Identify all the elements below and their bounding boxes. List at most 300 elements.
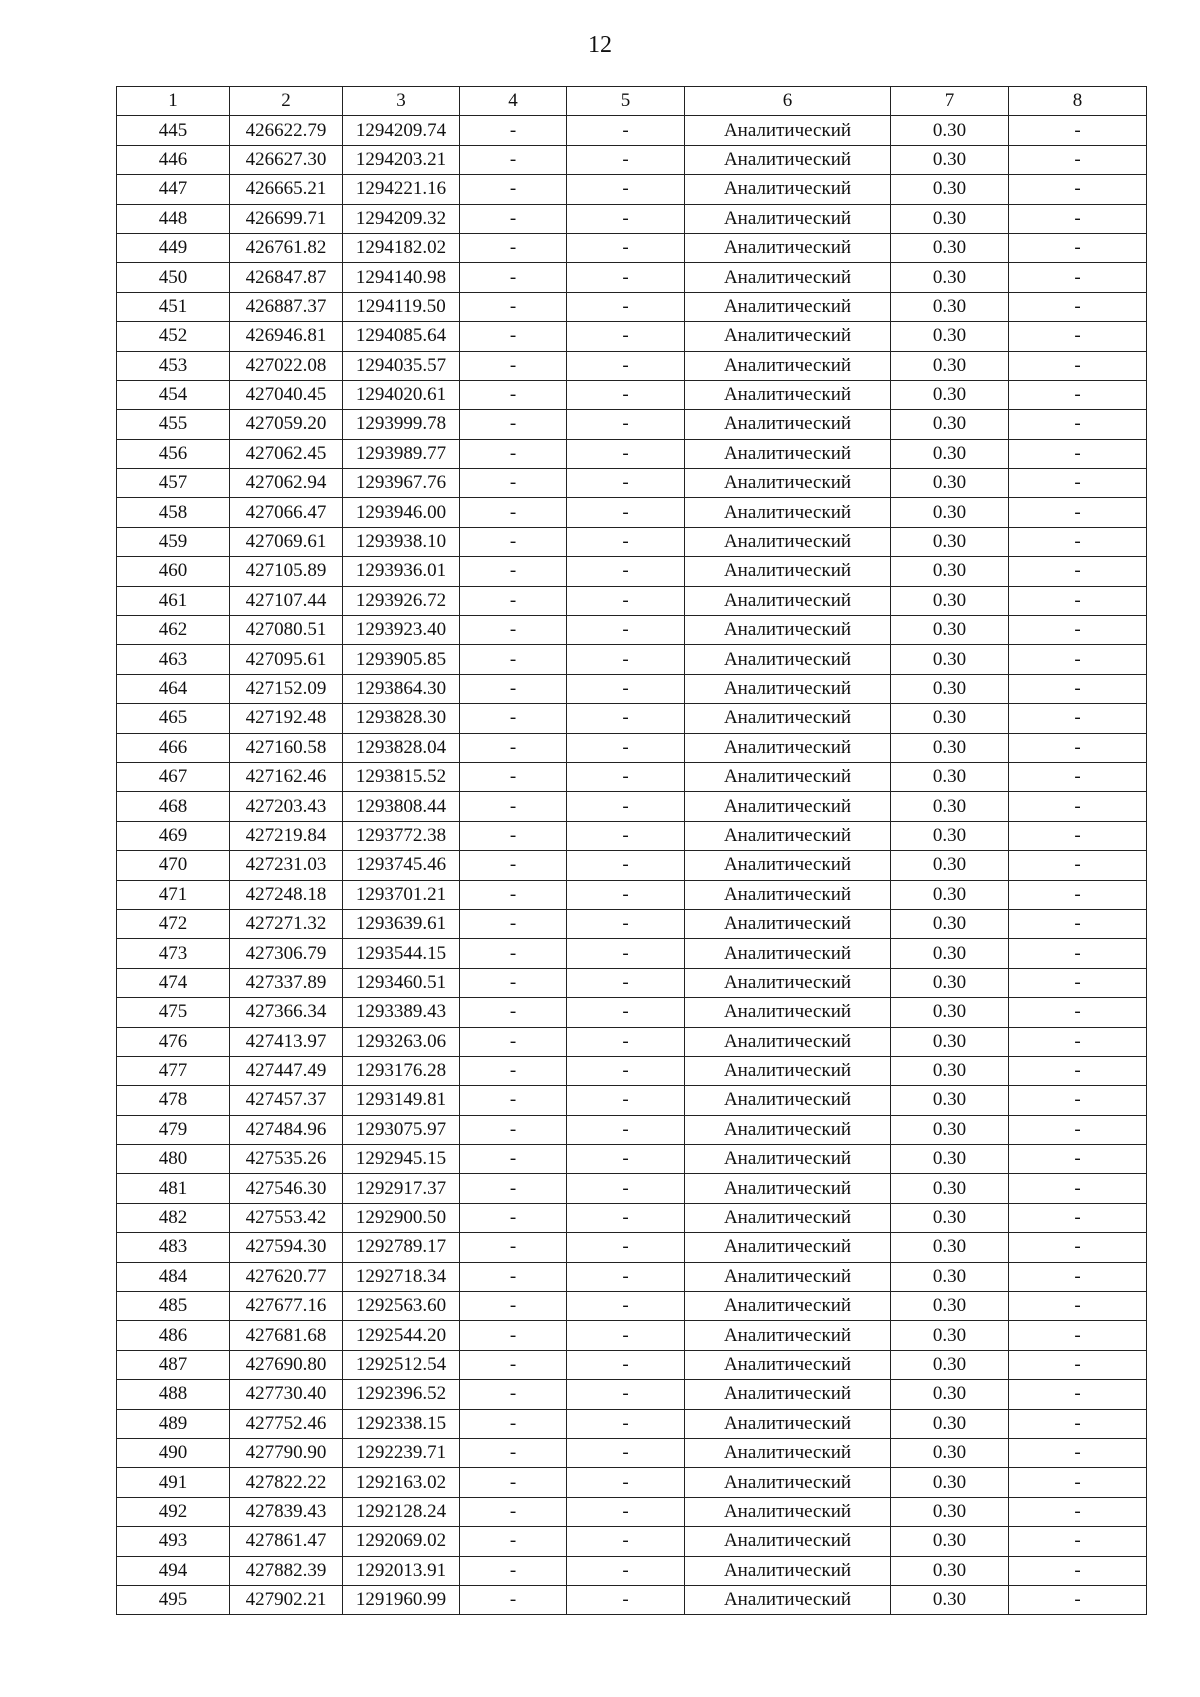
table-cell: 0.30 bbox=[891, 145, 1009, 174]
table-cell: - bbox=[1009, 1086, 1147, 1115]
table-cell: - bbox=[1009, 1262, 1147, 1291]
table-cell: - bbox=[1009, 821, 1147, 850]
column-header: 6 bbox=[685, 87, 891, 116]
table-row bbox=[117, 1409, 1147, 1438]
table-cell: - bbox=[1009, 116, 1147, 145]
table-cell: 1294020.61 bbox=[343, 380, 460, 409]
table-cell: 1293938.10 bbox=[343, 527, 460, 556]
table-cell: 488 bbox=[117, 1380, 230, 1409]
table-cell: 427105.89 bbox=[230, 557, 343, 586]
table-cell: - bbox=[460, 1086, 567, 1115]
table-cell: - bbox=[460, 1027, 567, 1056]
table-cell: 485 bbox=[117, 1292, 230, 1321]
table-row bbox=[117, 527, 1147, 556]
table-cell: - bbox=[460, 204, 567, 233]
table-cell: - bbox=[1009, 204, 1147, 233]
table-cell: Аналитический bbox=[685, 733, 891, 762]
table-cell: Аналитический bbox=[685, 557, 891, 586]
table-cell: 0.30 bbox=[891, 469, 1009, 498]
table-cell: 1293460.51 bbox=[343, 968, 460, 997]
table-cell: - bbox=[1009, 616, 1147, 645]
table-cell: - bbox=[567, 1497, 685, 1526]
table-cell: - bbox=[1009, 145, 1147, 174]
column-header: 2 bbox=[230, 87, 343, 116]
table-cell: Аналитический bbox=[685, 1350, 891, 1379]
table-row bbox=[117, 116, 1147, 145]
table-row bbox=[117, 704, 1147, 733]
table-cell: 458 bbox=[117, 498, 230, 527]
table-cell: 1292163.02 bbox=[343, 1468, 460, 1497]
table-row bbox=[117, 1497, 1147, 1526]
table-cell: 451 bbox=[117, 292, 230, 321]
table-row bbox=[117, 1292, 1147, 1321]
table-cell: 427231.03 bbox=[230, 851, 343, 880]
table-cell: - bbox=[567, 439, 685, 468]
table-cell: 427677.16 bbox=[230, 1292, 343, 1321]
table-cell: Аналитический bbox=[685, 322, 891, 351]
table-cell: - bbox=[567, 175, 685, 204]
table-cell: 456 bbox=[117, 439, 230, 468]
table-cell: 0.30 bbox=[891, 586, 1009, 615]
table-cell: - bbox=[1009, 968, 1147, 997]
table-cell: - bbox=[567, 674, 685, 703]
table-cell: 1293808.44 bbox=[343, 792, 460, 821]
table-cell: Аналитический bbox=[685, 792, 891, 821]
table-cell: - bbox=[567, 1262, 685, 1291]
table-cell: 1293149.81 bbox=[343, 1086, 460, 1115]
table-cell: 0.30 bbox=[891, 968, 1009, 997]
table-row bbox=[117, 733, 1147, 762]
table-cell: 0.30 bbox=[891, 998, 1009, 1027]
table-cell: 427546.30 bbox=[230, 1174, 343, 1203]
table-cell: 454 bbox=[117, 380, 230, 409]
table-cell: 0.30 bbox=[891, 1262, 1009, 1291]
table-cell: 1292544.20 bbox=[343, 1321, 460, 1350]
table-cell: 1293989.77 bbox=[343, 439, 460, 468]
table-cell: Аналитический bbox=[685, 116, 891, 145]
table-cell: - bbox=[460, 1174, 567, 1203]
table-cell: - bbox=[567, 410, 685, 439]
table-cell: 0.30 bbox=[891, 704, 1009, 733]
table-cell: 427822.22 bbox=[230, 1468, 343, 1497]
table-cell: - bbox=[1009, 322, 1147, 351]
table-cell: 0.30 bbox=[891, 380, 1009, 409]
table-row bbox=[117, 880, 1147, 909]
table-cell: - bbox=[567, 1556, 685, 1585]
table-cell: 0.30 bbox=[891, 557, 1009, 586]
table-cell: - bbox=[1009, 292, 1147, 321]
table-cell: 427306.79 bbox=[230, 939, 343, 968]
table-cell: - bbox=[1009, 557, 1147, 586]
table-row bbox=[117, 439, 1147, 468]
table-cell: - bbox=[567, 1380, 685, 1409]
table-cell: 450 bbox=[117, 263, 230, 292]
table-cell: - bbox=[460, 1380, 567, 1409]
table-row bbox=[117, 498, 1147, 527]
table-cell: 489 bbox=[117, 1409, 230, 1438]
table-cell: Аналитический bbox=[685, 674, 891, 703]
table-cell: Аналитический bbox=[685, 762, 891, 791]
table-row bbox=[117, 821, 1147, 850]
table-cell: 457 bbox=[117, 469, 230, 498]
table-cell: Аналитический bbox=[685, 1203, 891, 1232]
table-cell: Аналитический bbox=[685, 645, 891, 674]
table-cell: 0.30 bbox=[891, 292, 1009, 321]
table-cell: - bbox=[567, 1350, 685, 1379]
table-cell: - bbox=[1009, 998, 1147, 1027]
table-cell: 0.30 bbox=[891, 821, 1009, 850]
table-cell: Аналитический bbox=[685, 292, 891, 321]
table-cell: - bbox=[460, 939, 567, 968]
table-cell: 1292718.34 bbox=[343, 1262, 460, 1291]
table-cell: 0.30 bbox=[891, 1321, 1009, 1350]
table-cell: - bbox=[460, 586, 567, 615]
table-cell: 427457.37 bbox=[230, 1086, 343, 1115]
table-cell: - bbox=[460, 1203, 567, 1232]
table-cell: 448 bbox=[117, 204, 230, 233]
table-cell: 0.30 bbox=[891, 116, 1009, 145]
table-cell: 0.30 bbox=[891, 733, 1009, 762]
table-cell: - bbox=[460, 1350, 567, 1379]
table-cell: - bbox=[567, 1468, 685, 1497]
table-cell: 481 bbox=[117, 1174, 230, 1203]
table-cell: Аналитический bbox=[685, 1409, 891, 1438]
table-cell: - bbox=[1009, 674, 1147, 703]
table-row bbox=[117, 792, 1147, 821]
table-cell: 427062.45 bbox=[230, 439, 343, 468]
table-cell: 0.30 bbox=[891, 1027, 1009, 1056]
table-cell: 427069.61 bbox=[230, 527, 343, 556]
table-row bbox=[117, 1438, 1147, 1467]
table-row bbox=[117, 1262, 1147, 1291]
table-row bbox=[117, 645, 1147, 674]
table-cell: Аналитический bbox=[685, 204, 891, 233]
table-row bbox=[117, 616, 1147, 645]
table-cell: - bbox=[567, 733, 685, 762]
table-cell: - bbox=[1009, 1556, 1147, 1585]
table-row bbox=[117, 1145, 1147, 1174]
table-cell: 1293828.04 bbox=[343, 733, 460, 762]
table-cell: 462 bbox=[117, 616, 230, 645]
table-cell: 463 bbox=[117, 645, 230, 674]
table-cell: - bbox=[567, 1527, 685, 1556]
table-cell: 0.30 bbox=[891, 439, 1009, 468]
table-cell: 0.30 bbox=[891, 498, 1009, 527]
table-cell: 0.30 bbox=[891, 1468, 1009, 1497]
table-cell: - bbox=[1009, 939, 1147, 968]
table-cell: - bbox=[567, 1115, 685, 1144]
table-cell: - bbox=[567, 1174, 685, 1203]
table-cell: Аналитический bbox=[685, 1174, 891, 1203]
table-cell: - bbox=[1009, 263, 1147, 292]
table-cell: - bbox=[460, 527, 567, 556]
table-cell: 0.30 bbox=[891, 410, 1009, 439]
table-cell: - bbox=[460, 1262, 567, 1291]
table-cell: 0.30 bbox=[891, 851, 1009, 880]
table-cell: 1294209.32 bbox=[343, 204, 460, 233]
table-cell: - bbox=[460, 792, 567, 821]
table-row bbox=[117, 1585, 1147, 1614]
table-cell: 427790.90 bbox=[230, 1438, 343, 1467]
table-cell: - bbox=[460, 322, 567, 351]
table-cell: Аналитический bbox=[685, 263, 891, 292]
table-cell: 1294140.98 bbox=[343, 263, 460, 292]
table-row bbox=[117, 939, 1147, 968]
table-cell: 0.30 bbox=[891, 645, 1009, 674]
table-cell: Аналитический bbox=[685, 439, 891, 468]
column-header: 7 bbox=[891, 87, 1009, 116]
table-cell: 495 bbox=[117, 1585, 230, 1614]
table-row bbox=[117, 1027, 1147, 1056]
table-cell: 0.30 bbox=[891, 1056, 1009, 1085]
table-cell: - bbox=[1009, 1115, 1147, 1144]
table-cell: - bbox=[1009, 851, 1147, 880]
table-cell: - bbox=[460, 1292, 567, 1321]
table-cell: - bbox=[567, 1585, 685, 1614]
table-cell: - bbox=[1009, 1380, 1147, 1409]
table-cell: - bbox=[567, 792, 685, 821]
table-cell: 427681.68 bbox=[230, 1321, 343, 1350]
table-cell: - bbox=[460, 498, 567, 527]
table-cell: 426665.21 bbox=[230, 175, 343, 204]
table-cell: 0.30 bbox=[891, 204, 1009, 233]
table-cell: Аналитический bbox=[685, 175, 891, 204]
table-row bbox=[117, 1174, 1147, 1203]
table-cell: 427366.34 bbox=[230, 998, 343, 1027]
table-cell: - bbox=[567, 880, 685, 909]
table-cell: - bbox=[460, 733, 567, 762]
table-row bbox=[117, 1350, 1147, 1379]
table-cell: Аналитический bbox=[685, 498, 891, 527]
table-row bbox=[117, 909, 1147, 938]
table-cell: - bbox=[460, 1556, 567, 1585]
table-cell: 427690.80 bbox=[230, 1350, 343, 1379]
table-cell: 1292396.52 bbox=[343, 1380, 460, 1409]
table-cell: Аналитический bbox=[685, 968, 891, 997]
table-cell: - bbox=[1009, 880, 1147, 909]
table-cell: - bbox=[1009, 792, 1147, 821]
table-cell: 1293544.15 bbox=[343, 939, 460, 968]
table-cell: 1293701.21 bbox=[343, 880, 460, 909]
table-cell: 0.30 bbox=[891, 1086, 1009, 1115]
table-cell: - bbox=[460, 1409, 567, 1438]
table-cell: - bbox=[567, 527, 685, 556]
table-cell: - bbox=[567, 704, 685, 733]
table-cell: 1293639.61 bbox=[343, 909, 460, 938]
table-cell: 427022.08 bbox=[230, 351, 343, 380]
table-cell: 1294203.21 bbox=[343, 145, 460, 174]
table-cell: - bbox=[1009, 1497, 1147, 1526]
table-cell: - bbox=[1009, 175, 1147, 204]
table-cell: 427484.96 bbox=[230, 1115, 343, 1144]
table-cell: 427535.26 bbox=[230, 1145, 343, 1174]
table-cell: - bbox=[567, 616, 685, 645]
table-cell: - bbox=[1009, 1409, 1147, 1438]
table-cell: 493 bbox=[117, 1527, 230, 1556]
table-cell: Аналитический bbox=[685, 704, 891, 733]
table-cell: - bbox=[460, 1585, 567, 1614]
table-row bbox=[117, 469, 1147, 498]
table-row bbox=[117, 1468, 1147, 1497]
table-cell: 1293176.28 bbox=[343, 1056, 460, 1085]
table-cell: 1293389.43 bbox=[343, 998, 460, 1027]
table-cell: - bbox=[1009, 469, 1147, 498]
table-cell: - bbox=[567, 1145, 685, 1174]
table-row bbox=[117, 263, 1147, 292]
table-cell: 1294035.57 bbox=[343, 351, 460, 380]
table-cell: - bbox=[460, 616, 567, 645]
table-cell: 1293999.78 bbox=[343, 410, 460, 439]
table-cell: 445 bbox=[117, 116, 230, 145]
table-cell: - bbox=[460, 821, 567, 850]
table-cell: 0.30 bbox=[891, 1233, 1009, 1262]
table-cell: - bbox=[567, 1056, 685, 1085]
table-cell: - bbox=[1009, 1527, 1147, 1556]
table-cell: - bbox=[1009, 1174, 1147, 1203]
table-cell: 0.30 bbox=[891, 674, 1009, 703]
table-cell: 1292013.91 bbox=[343, 1556, 460, 1585]
table-cell: 427107.44 bbox=[230, 586, 343, 615]
table-cell: 427080.51 bbox=[230, 616, 343, 645]
table-cell: - bbox=[1009, 1468, 1147, 1497]
table-cell: 484 bbox=[117, 1262, 230, 1291]
table-cell: 427594.30 bbox=[230, 1233, 343, 1262]
table-cell: 0.30 bbox=[891, 322, 1009, 351]
table-row bbox=[117, 322, 1147, 351]
table-cell: 472 bbox=[117, 909, 230, 938]
table-cell: 476 bbox=[117, 1027, 230, 1056]
table-cell: - bbox=[1009, 498, 1147, 527]
table-cell: 427752.46 bbox=[230, 1409, 343, 1438]
table-cell: Аналитический bbox=[685, 851, 891, 880]
table-cell: - bbox=[460, 1468, 567, 1497]
table-cell: 0.30 bbox=[891, 762, 1009, 791]
table-cell: 0.30 bbox=[891, 1409, 1009, 1438]
table-cell: 0.30 bbox=[891, 1497, 1009, 1526]
table-cell: Аналитический bbox=[685, 1115, 891, 1144]
table-cell: Аналитический bbox=[685, 1321, 891, 1350]
table-cell: - bbox=[567, 1086, 685, 1115]
table-cell: 0.30 bbox=[891, 263, 1009, 292]
table-cell: 1292069.02 bbox=[343, 1527, 460, 1556]
table-cell: - bbox=[460, 557, 567, 586]
table-cell: - bbox=[567, 762, 685, 791]
table-cell: 1293967.76 bbox=[343, 469, 460, 498]
table-cell: Аналитический bbox=[685, 1497, 891, 1526]
table-cell: 466 bbox=[117, 733, 230, 762]
table-cell: 427203.43 bbox=[230, 792, 343, 821]
table-cell: 426622.79 bbox=[230, 116, 343, 145]
table-cell: 1293815.52 bbox=[343, 762, 460, 791]
table-cell: 0.30 bbox=[891, 1556, 1009, 1585]
table-cell: 1293923.40 bbox=[343, 616, 460, 645]
table-cell: - bbox=[567, 233, 685, 262]
table-cell: - bbox=[567, 204, 685, 233]
table-cell: - bbox=[1009, 233, 1147, 262]
table-cell: Аналитический bbox=[685, 233, 891, 262]
table-cell: - bbox=[460, 1056, 567, 1085]
table-cell: 482 bbox=[117, 1203, 230, 1232]
table-row bbox=[117, 968, 1147, 997]
table-cell: - bbox=[567, 1233, 685, 1262]
table-cell: 480 bbox=[117, 1145, 230, 1174]
table-cell: 427248.18 bbox=[230, 880, 343, 909]
table-cell: Аналитический bbox=[685, 616, 891, 645]
table-cell: - bbox=[567, 909, 685, 938]
table-row bbox=[117, 1556, 1147, 1585]
table-cell: - bbox=[460, 1321, 567, 1350]
table-cell: 426699.71 bbox=[230, 204, 343, 233]
table-cell: 427413.97 bbox=[230, 1027, 343, 1056]
table-cell: - bbox=[1009, 1438, 1147, 1467]
table-cell: 461 bbox=[117, 586, 230, 615]
table-cell: 449 bbox=[117, 233, 230, 262]
table-row bbox=[117, 1086, 1147, 1115]
table-cell: 427902.21 bbox=[230, 1585, 343, 1614]
table-cell: Аналитический bbox=[685, 939, 891, 968]
table-cell: 1294182.02 bbox=[343, 233, 460, 262]
table-cell: 1292917.37 bbox=[343, 1174, 460, 1203]
table-cell: 0.30 bbox=[891, 527, 1009, 556]
table-cell: 426761.82 bbox=[230, 233, 343, 262]
table-row bbox=[117, 586, 1147, 615]
table-cell: 427062.94 bbox=[230, 469, 343, 498]
table-cell: 427095.61 bbox=[230, 645, 343, 674]
table-cell: Аналитический bbox=[685, 1556, 891, 1585]
table-cell: Аналитический bbox=[685, 1262, 891, 1291]
table-cell: 460 bbox=[117, 557, 230, 586]
table-cell: - bbox=[460, 380, 567, 409]
table-cell: - bbox=[1009, 1145, 1147, 1174]
table-cell: - bbox=[567, 351, 685, 380]
table-cell: 1294119.50 bbox=[343, 292, 460, 321]
table-row bbox=[117, 674, 1147, 703]
table-cell: Аналитический bbox=[685, 586, 891, 615]
table-cell: 0.30 bbox=[891, 792, 1009, 821]
table-cell: - bbox=[567, 939, 685, 968]
table-cell: 0.30 bbox=[891, 1174, 1009, 1203]
table-cell: - bbox=[460, 1115, 567, 1144]
table-cell: - bbox=[567, 1203, 685, 1232]
table-row bbox=[117, 1321, 1147, 1350]
table-cell: 427152.09 bbox=[230, 674, 343, 703]
table-cell: - bbox=[1009, 645, 1147, 674]
column-header: 3 bbox=[343, 87, 460, 116]
table-cell: 455 bbox=[117, 410, 230, 439]
table-row bbox=[117, 145, 1147, 174]
table-cell: - bbox=[567, 145, 685, 174]
table-row bbox=[117, 233, 1147, 262]
table-cell: 0.30 bbox=[891, 939, 1009, 968]
table-cell: - bbox=[567, 263, 685, 292]
table-cell: 447 bbox=[117, 175, 230, 204]
table-cell: 453 bbox=[117, 351, 230, 380]
column-header: 1 bbox=[117, 87, 230, 116]
table-cell: - bbox=[460, 116, 567, 145]
table-cell: - bbox=[460, 645, 567, 674]
table-cell: 0.30 bbox=[891, 1203, 1009, 1232]
table-cell: - bbox=[567, 968, 685, 997]
table-cell: 0.30 bbox=[891, 1292, 1009, 1321]
table-cell: - bbox=[1009, 762, 1147, 791]
table-cell: 1292563.60 bbox=[343, 1292, 460, 1321]
table-cell: - bbox=[460, 1527, 567, 1556]
table-cell: - bbox=[567, 322, 685, 351]
table-cell: 1292128.24 bbox=[343, 1497, 460, 1526]
table-cell: - bbox=[460, 469, 567, 498]
table-cell: 0.30 bbox=[891, 351, 1009, 380]
table-cell: 1293926.72 bbox=[343, 586, 460, 615]
